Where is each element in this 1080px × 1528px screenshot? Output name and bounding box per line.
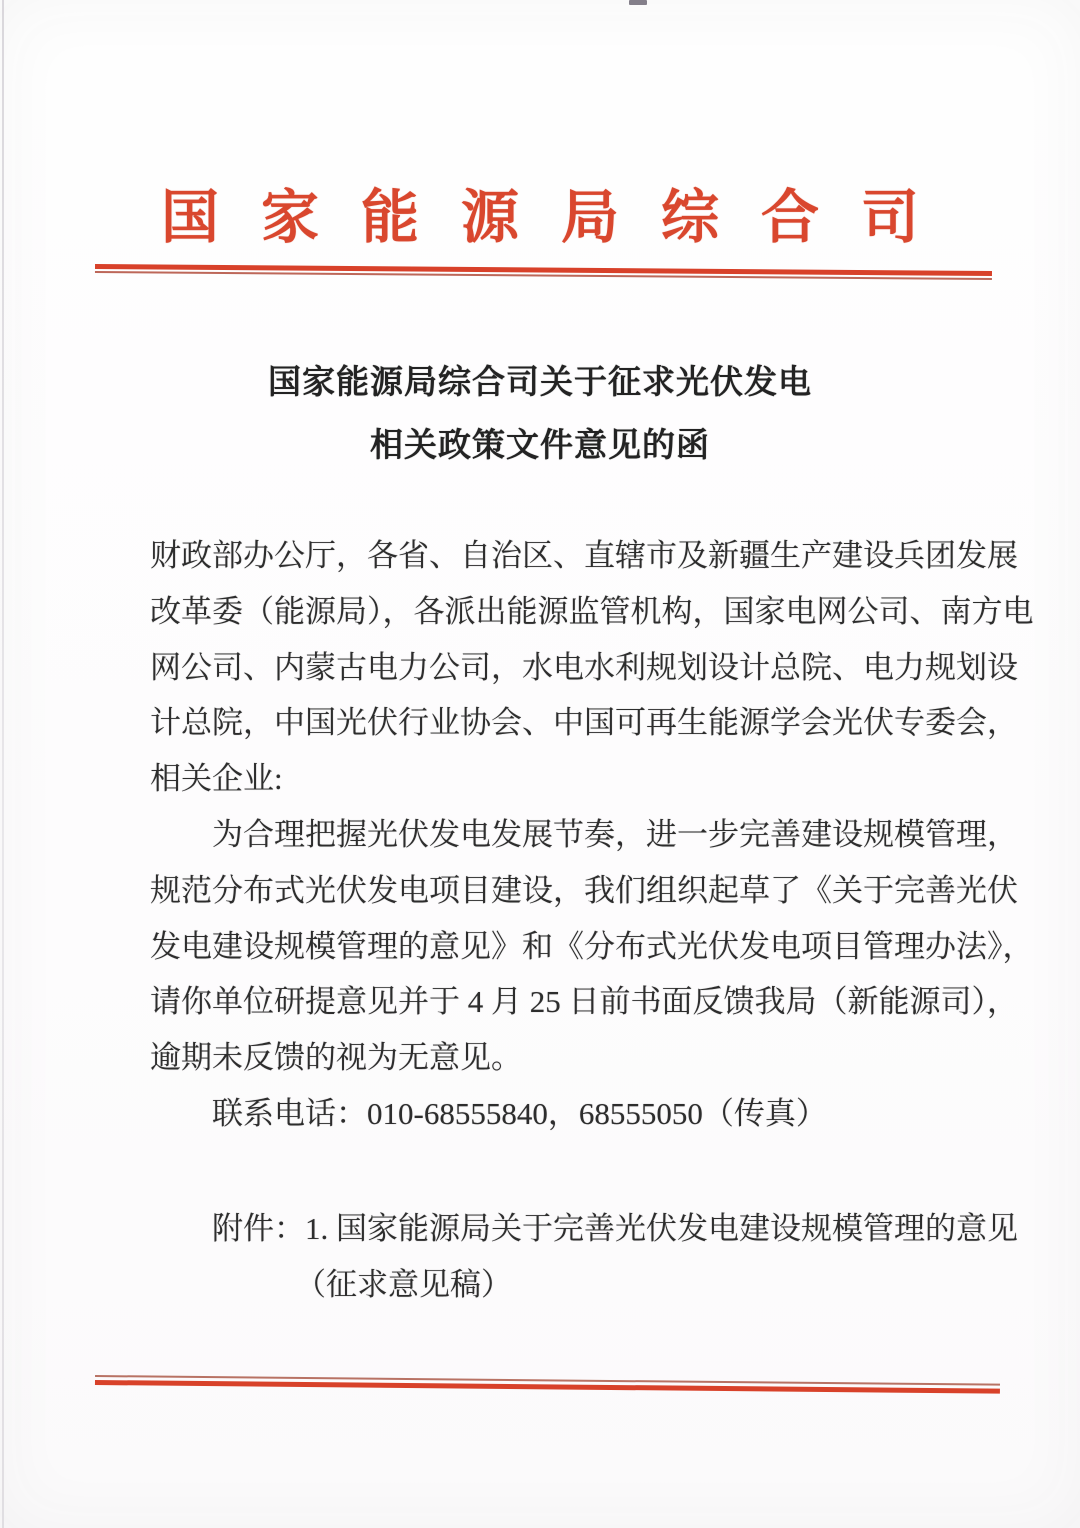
attachment-line1: 附件：1. 国家能源局关于完善光伏发电建设规模管理的意见 xyxy=(212,1211,1018,1246)
document-title-line2: 相关政策文件意见的函 xyxy=(370,428,710,464)
body-line: 规范分布式光伏发电项目建设，我们组织起草了《关于完善光伏 xyxy=(150,872,1018,908)
document-title xyxy=(0,352,1080,478)
document-title-line1: 国家能源局综合司关于征求光伏发电 xyxy=(268,365,812,401)
body-line: 改革委（能源局），各派出能源监管机构，国家电网公司、南方电 xyxy=(150,593,1034,629)
contact-line: 联系电话：010-68555840，68555050（传真） xyxy=(212,1095,827,1131)
footer-rule xyxy=(95,1375,1000,1394)
body-line: 计总院，中国光伏行业协会、中国可再生能源学会光伏专委会， xyxy=(150,705,1018,741)
document-body xyxy=(150,528,1034,1142)
body-line: 逾期未反馈的视为无意见。 xyxy=(150,1040,522,1076)
body-line: 网公司、内蒙古电力公司，水电水利规划设计总院、电力规划设 xyxy=(150,649,1018,685)
body-line: 相关企业: xyxy=(150,761,283,797)
body-line: 发电建设规模管理的意见》和《分布式光伏发电项目管理办法》， xyxy=(150,928,1034,964)
letterhead-title: 国家能源局综合司 xyxy=(160,185,961,250)
letterhead-rule xyxy=(95,264,992,280)
body-line: 请你单位研提意见并于 4 月 25 日前书面反馈我局（新能源司）， xyxy=(150,984,1018,1020)
body-line: 为合理把握光伏发电发展节奏，进一步完善建设规模管理， xyxy=(212,816,1018,852)
scan-artifact-mark xyxy=(629,0,647,5)
attachment-line2: （征求意见稿） xyxy=(295,1266,512,1302)
body-line: 财政部办公厅，各省、自治区、直辖市及新疆生产建设兵团发展 xyxy=(150,538,1018,573)
attachment-block xyxy=(150,1201,1018,1313)
